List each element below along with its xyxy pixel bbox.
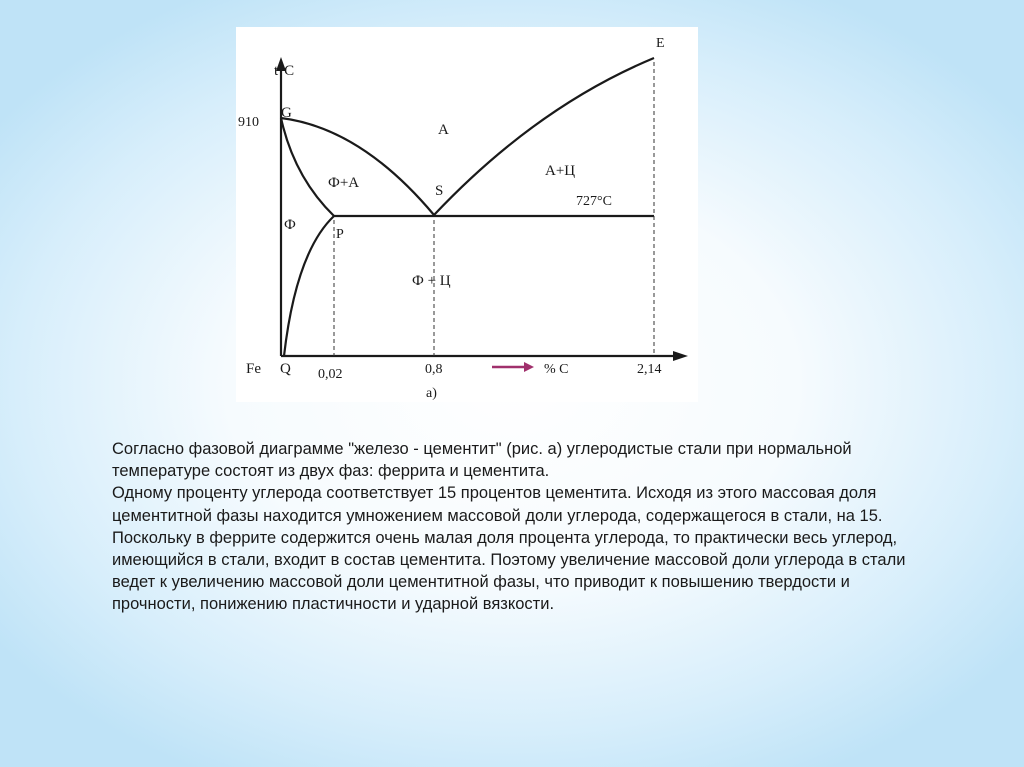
x-tick-08: 0,8 <box>425 362 443 377</box>
region-austenite: A <box>438 122 449 138</box>
x-axis-arrow-icon <box>673 351 688 361</box>
body-text <box>112 438 932 616</box>
paragraph-1: Согласно фазовой диаграмме "железо - цементит" (рис. а) углеродистые стали при нормальной температуре состоят из двух фаз: феррита и цементита. <box>112 440 852 481</box>
y-tick-910: 910 <box>238 115 259 130</box>
y-axis-label: t°C <box>274 63 295 79</box>
line-SE <box>434 58 654 215</box>
line-GS <box>281 118 434 215</box>
region-austenite-cementite: А+Ц <box>545 163 576 179</box>
line-PQ <box>284 216 334 356</box>
point-g-label: G <box>281 105 292 121</box>
phase-diagram-figure <box>236 27 698 402</box>
x-tick-214: 2,14 <box>637 362 662 377</box>
temperature-727-label: 727°C <box>576 194 612 209</box>
origin-fe-label: Fe <box>246 361 261 377</box>
point-e-label: E <box>656 36 665 51</box>
region-ferrite: Ф <box>284 217 296 233</box>
point-s-label: S <box>435 183 444 199</box>
figure-caption: а) <box>426 386 437 401</box>
region-ferrite-austenite: Ф+А <box>328 175 360 191</box>
paragraph-2: Одному проценту углерода соответствует 15 процентов цементита. Исходя из этого массовая доля цементитной фазы находится умножением массовой доли углерода, содержащегося в стали, на 15. Поскольку в феррите содержится очень малая доля процента углерода, то практически весь углерод, имеющийся в стали, входит в состав цементита. Поэтому увеличение массовой доли углерода в стали ведет к увеличению массовой доли цементитной фазы, что приводит к повышению твердости и прочности, понижению пластичности и ударной вязкости. <box>112 484 906 614</box>
direction-arrow-icon <box>492 362 534 372</box>
x-axis-label: % C <box>544 362 569 377</box>
region-ferrite-cementite: Ф + Ц <box>412 273 451 289</box>
x-tick-002: 0,02 <box>318 367 343 382</box>
point-p-label: P <box>336 227 344 242</box>
point-q-label: Q <box>280 361 291 377</box>
line-GP <box>281 118 334 216</box>
iron-cementite-diagram <box>236 27 698 402</box>
